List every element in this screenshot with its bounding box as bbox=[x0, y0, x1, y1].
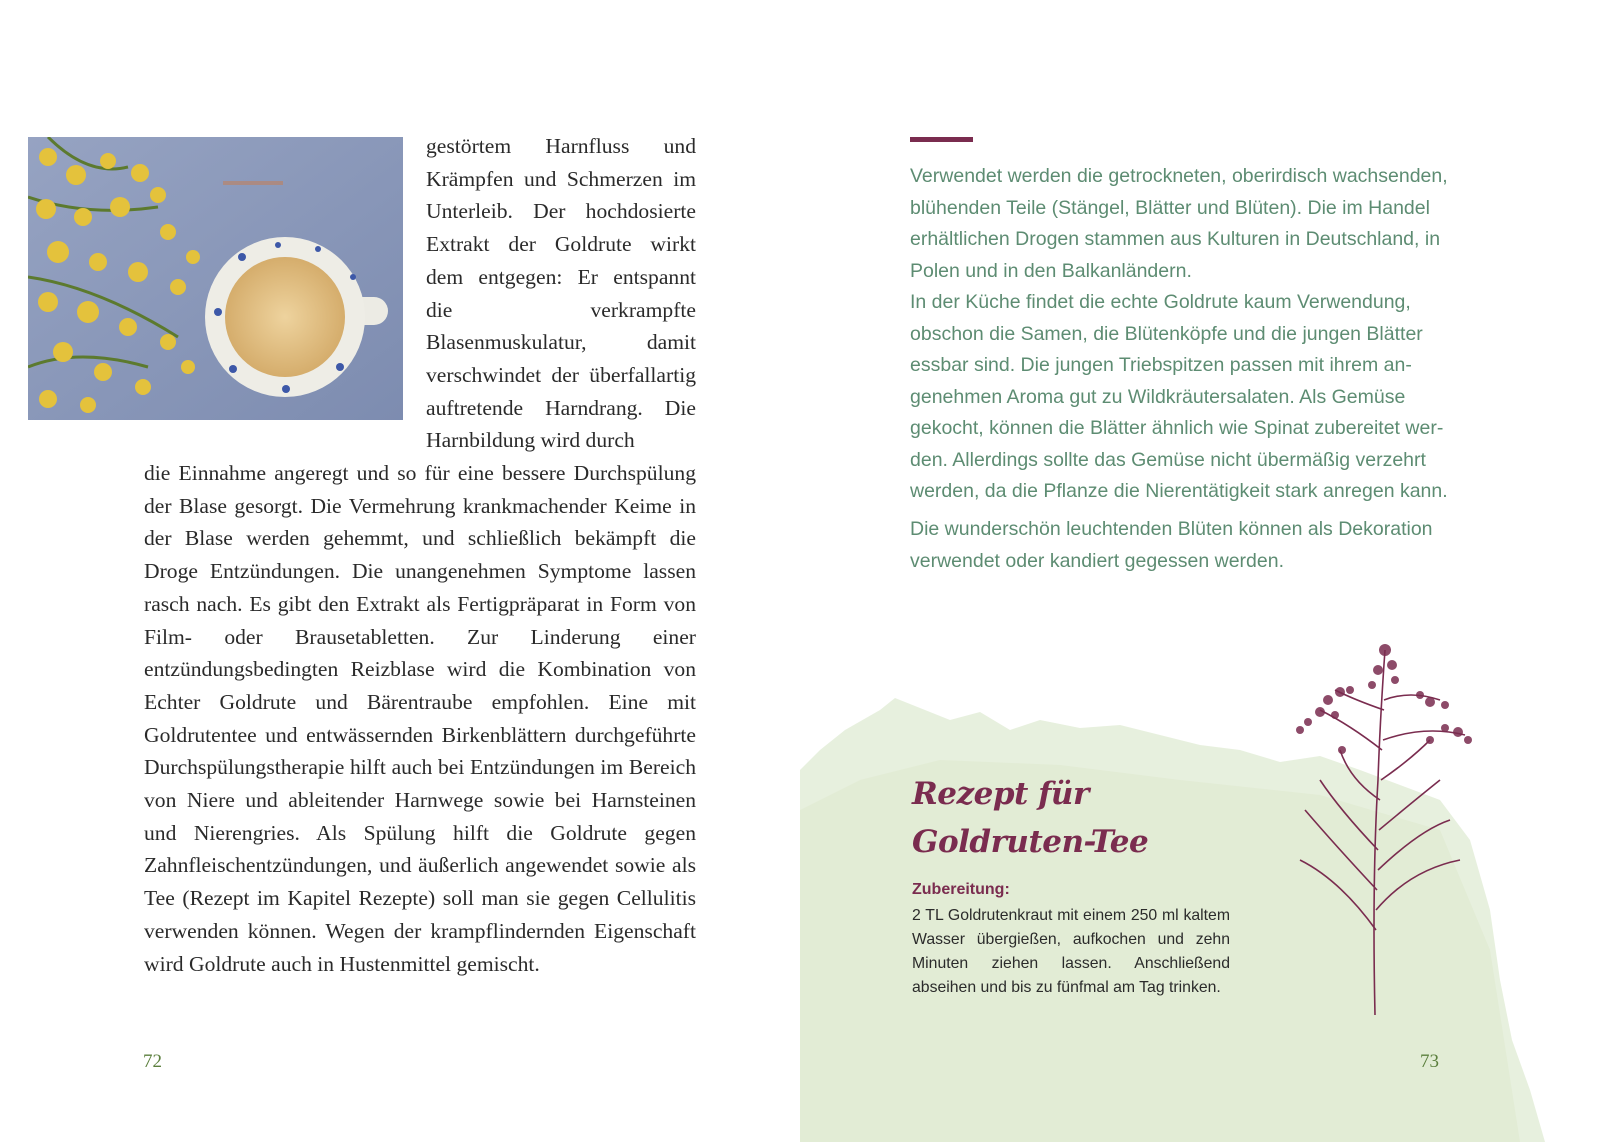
recipe-label: Zubereitung: bbox=[912, 881, 1010, 898]
page-number-right: 73 bbox=[1420, 1051, 1439, 1072]
tea-cup-illustration bbox=[28, 137, 403, 420]
goldenrod-plant-illustration bbox=[1280, 630, 1480, 1015]
paragraph-kitchen: In der Küche findet die echte Goldrute kaum Verwendung, obschon die Samen, die Blütenköpfe und die jungen Blätter essbar sind. Die jungen Triebspitzen passen mit ihrem angenehmen Aroma gut zu Wildkräutersalaten. Als Gemüse gekocht, können die Blätter ähnlich wie Spinat zubereitet werden. Allerdings sollte das Gemüse nicht übermäßig verzehrt werden, da die Pflanze die Nierentätigkeit stark anregen kann. bbox=[910, 291, 1448, 502]
recipe-title-line2: Goldruten-Tee bbox=[912, 824, 1149, 860]
recipe-title-line1: Rezept für bbox=[912, 776, 1089, 812]
recipe-title bbox=[912, 770, 1242, 866]
paragraph-usage: Verwendet werden die getrockneten, oberirdisch wachsenden, blühenden Teile (Stängel, Blätter und Blüten). Die im Handel erhältlichen Drogen stammen aus Kulturen in Deutschland, in Polen und in den Balkanländern. bbox=[910, 165, 1448, 282]
paragraph-decoration: Die wunderschön leuchtenden Blüten können als Dekoration verwendet oder kandiert gegessen werden. bbox=[910, 518, 1433, 572]
page-number-left: 72 bbox=[143, 1051, 162, 1072]
body-text-wrapped: gestörtem Harnfluss und Krämpfen und Schmerzen im Unterleib. Der hochdosierte Extrakt der Goldrute wirkt dem entgegen: Er entspannt die verkrampfte Blasenmuskulatur, damit verschwindet der überfallartig auftretende Harndrang. Die Harnbildung wird durch bbox=[426, 134, 696, 453]
tea-photo bbox=[28, 137, 403, 420]
accent-rule bbox=[910, 137, 973, 142]
recipe-text: 2 TL Goldrutenkraut mit einem 250 ml kaltem Wasser übergießen, aufkochen und zehn Minuten ziehen lassen. Anschließend abseihen und bis zu fünfmal am Tag trinken. bbox=[912, 907, 1230, 996]
body-text: die Einnahme angeregt und so für eine bessere Durchspülung der Blase gesorgt. Die Vermehrung krankmachender Keime in der Blase werden gehemmt, und schließlich bekämpft die Droge Entzündungen. Die unangenehmen Symptome lassen rasch nach. Es gibt den Extrakt als Fertigpräparat in Form von Film- oder Brausetabletten. Zur Linderung einer entzündungsbedingten Reizblase wird die Kombination von Echter Goldrute und Bärentraube empfohlen. Eine mit Goldrutentee und entwässernden Birkenblättern durchgeführte Durchspülungstherapie hilft auch bei Entzündungen im Bereich von Niere und ableitender Harnwege sowie bei Harnsteinen und Nierengries. Als Spülung hilft die Goldrute gegen Zahnfleischentzündungen, und äußerlich angewendet sowie als Tee (Rezept im Kapitel Rezepte) soll man sie gegen Cellulitis verwenden können. Wegen der krampflindernden Eigenschaft wird Goldrute auch in Hustenmittel gemischt. bbox=[144, 461, 696, 976]
right-page bbox=[800, 0, 1600, 1142]
